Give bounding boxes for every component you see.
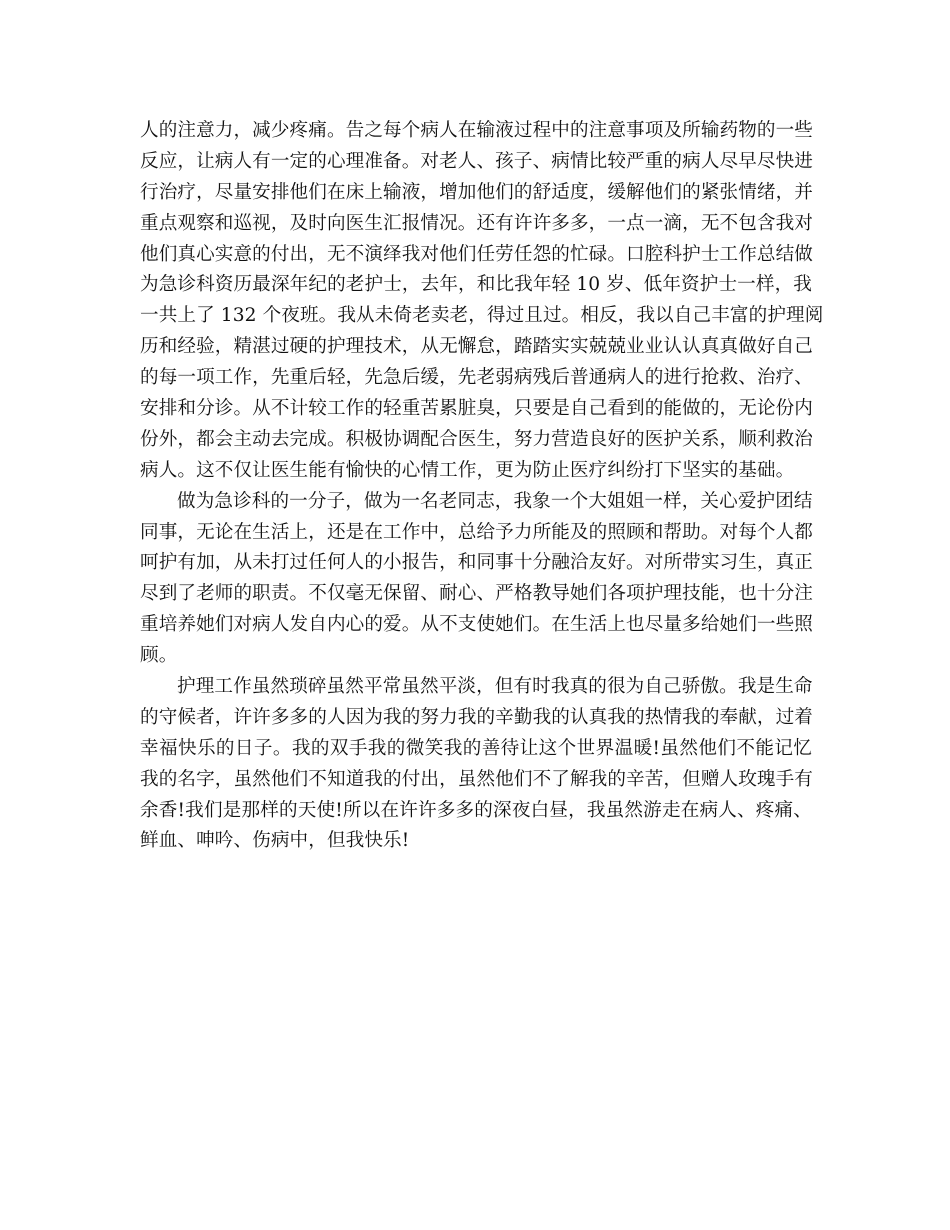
text-line: 为急诊科资历最深年纪的老护士，去年，和比我年轻 10 岁、低年资护士一样，我 (140, 274, 812, 296)
text-line: 份外，都会主动去完成。积极协调配合医生，努力营造良好的医护关系，顺利救治 (140, 428, 813, 450)
text-line: 历和经验，精湛过硬的护理技术，从无懈怠，踏踏实实兢兢业业认认真真做好自己 (140, 336, 813, 358)
text-line: 鲜血、呻吟、伤病中，但我快乐! (140, 830, 410, 852)
text-line: 幸福快乐的日子。我的双手我的微笑我的善待让这个世界温暖!虽然他们不能记忆 (140, 737, 812, 759)
text-line: 人的注意力，减少疼痛。告之每个病人在输液过程中的注意事项及所输药物的一些 (140, 120, 813, 141)
text-line: 的守候者，许许多多的人因为我的努力我的辛勤我的认真我的热情我的奉献，过着 (140, 706, 813, 728)
text-line: 呵护有加，从未打过任何人的小报告，和同事十分融洽友好。对所带实习生，真正 (140, 552, 813, 574)
text-line: 行治疗，尽量安排他们在床上输液，增加他们的舒适度，缓解他们的紧张情绪，并 (140, 181, 813, 203)
text-line: 安排和分诊。从不计较工作的轻重苦累脏臭，只要是自己看到的能做的，无论份内 (140, 398, 813, 420)
text-line: 反应，让病人有一定的心理准备。对老人、孩子、病情比较严重的病人尽早尽快进 (140, 150, 813, 172)
text-line: 病人。这不仅让医生能有愉快的心情工作，更为防止医疗纠纷打下坚实的基础。 (140, 459, 795, 481)
text-line: 一共上了 132 个夜班。我从未倚老卖老，得过且过。相反，我以自己丰富的护理阅 (140, 305, 824, 327)
text-line: 护理工作虽然琐碎虽然平常虽然平淡，但有时我真的很为自己骄傲。我是生命 (177, 676, 813, 698)
text-line: 同事，无论在生活上，还是在工作中，总给予力所能及的照顾和帮助。对每个人都 (140, 521, 813, 543)
text-line: 我的名字，虽然他们不知道我的付出，虽然他们不了解我的辛苦，但赠人玫瑰手有 (140, 768, 813, 790)
text-line: 做为急诊科的一分子，做为一名老同志，我象一个大姐姐一样，关心爱护团结 (177, 490, 813, 512)
text-line: 重培养她们对病人发自内心的爱。从不支使她们。在生活上也尽量多给她们一些照 (140, 614, 813, 636)
document-body (140, 116, 824, 857)
text-line: 他们真心实意的付出，无不演绎我对他们任劳任怨的忙碌。口腔科护士工作总结做 (140, 243, 813, 265)
text-line: 余香!我们是那样的天使!所以在许许多多的深夜白昼，我虽然游走在病人、疼痛、 (140, 799, 812, 821)
text-line: 的每一项工作，先重后轻，先急后缓，先老弱病残后普通病人的进行抢救、治疗、 (140, 367, 813, 389)
text-line: 顾。 (140, 645, 178, 667)
text-line: 重点观察和巡视，及时向医生汇报情况。还有许许多多，一点一滴，无不包含我对 (140, 212, 813, 234)
text-line: 尽到了老师的职责。不仅毫无保留、耐心、严格教导她们各项护理技能，也十分注 (140, 583, 813, 605)
